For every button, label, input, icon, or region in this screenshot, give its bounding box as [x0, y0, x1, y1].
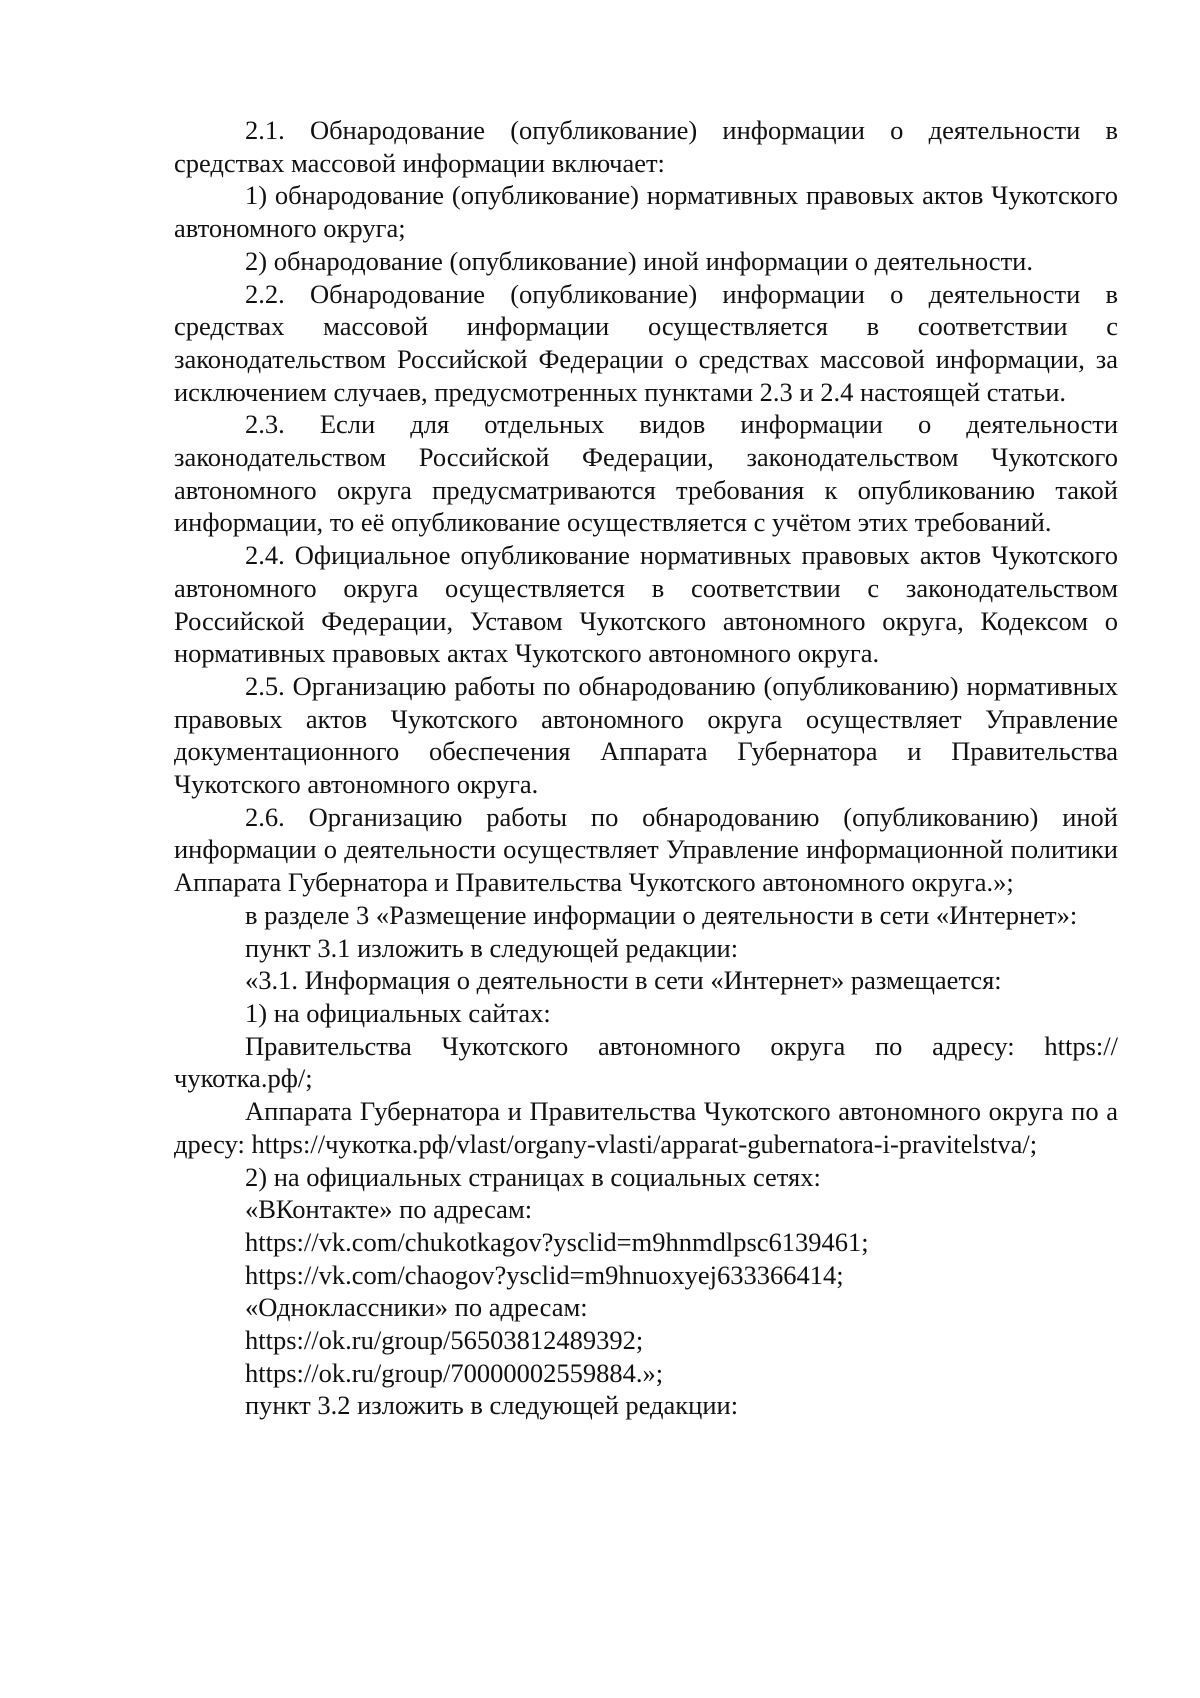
vk-link-chaogov: https://vk.com/chaogov?ysclid=m9hnuoxyej633366414; — [245, 1259, 844, 1290]
vk-link-chukotkagov: https://vk.com/chukotkagov?ysclid=m9hnmdlpsc6139461; — [245, 1226, 869, 1257]
paragraph-2-6: 2.6. Организацию работы по обнародованию (опубликованию) иной информации о деятельности осуществляет Управление информационной политики Аппарата Губернатора и Правительства Чукотского автономного округа.»; — [174, 801, 1118, 898]
paragraph-2-4: 2.4. Официальное опубликование нормативных правовых актов Чукотского автономного округа осуществляется в соответствии с законодательством Российской Федерации, Уставом Чукотского автономного округа, Кодексом о нормативных правовых актах Чукотского автономного округа. — [174, 540, 1118, 669]
paragraph-2-1-item-1: 1) обнародование (опубликование) нормативных правовых актов Чукотского автономного округа; — [174, 180, 1118, 244]
paragraph-2-5: 2.5. Организацию работы по обнародованию (опубликованию) нормативных правовых актов Чукотского автономного округа осуществляет Управление документационного обеспечения Аппарата Губернатора и Правительства Чукотского автономного округа. — [174, 670, 1118, 800]
paragraph-item-3-2-instruction: пункт 3.2 изложить в следующей редакции: — [245, 1390, 739, 1421]
ok-link-group-1: https://ok.ru/group/56503812489392; — [245, 1325, 644, 1356]
paragraph-vkontakte-heading: «ВКонтакте» по адресам: — [245, 1194, 533, 1225]
paragraph-2-1-item-2: 2) обнародование (опубликование) иной информации о деятельности. — [245, 245, 1033, 276]
paragraph-government-site: Правительства Чукотского автономного округа по адресу: https://чукотка.рф/; — [174, 1030, 1118, 1094]
document-body — [174, 114, 1118, 1422]
ok-link-group-2: https://ok.ru/group/70000002559884.»; — [245, 1357, 664, 1388]
paragraph-3-1-item-1: 1) на официальных сайтах: — [245, 997, 551, 1028]
paragraph-3-1: «3.1. Информация о деятельности в сети «Интернет» размещается: — [245, 965, 1002, 996]
paragraph-2-1: 2.1. Обнародование (опубликование) информации о деятельности в средствах массовой информации включает: — [174, 115, 1118, 178]
paragraph-3-1-item-2: 2) на официальных страницах в социальных сетях: — [245, 1161, 821, 1192]
paragraph-section-3-intro: в разделе 3 «Размещение информации о деятельности в сети «Интернет»: — [245, 899, 1078, 930]
paragraph-apparatus-site: Аппарата Губернатора и Правительства Чукотского автономного округа по адресу: https://чукотка.рф/vlast/organy-vlasti/apparat-gubernatora-i-pravitelstva/; — [174, 1096, 1118, 1159]
paragraph-2-3: 2.3. Если для отдельных видов информации о деятельности законодательством Российской Федерации, законодательством Чукотского автономного округа предусматриваются требования к опубликованию такой информации, то её опубликование осуществляется с учётом этих требований. — [174, 409, 1118, 538]
paragraph-item-3-1-instruction: пункт 3.1 изложить в следующей редакции: — [245, 932, 739, 963]
paragraph-2-2: 2.2. Обнародование (опубликование) информации о деятельности в средствах массовой информации осуществляется в соответствии с законодательством Российской Федерации о средствах массовой информации, за исключением случаев, предусмотренных пунктами 2.3 и 2.4 настоящей статьи. — [174, 278, 1118, 407]
paragraph-odnoklassniki-heading: «Одноклассники» по адресам: — [245, 1292, 588, 1323]
